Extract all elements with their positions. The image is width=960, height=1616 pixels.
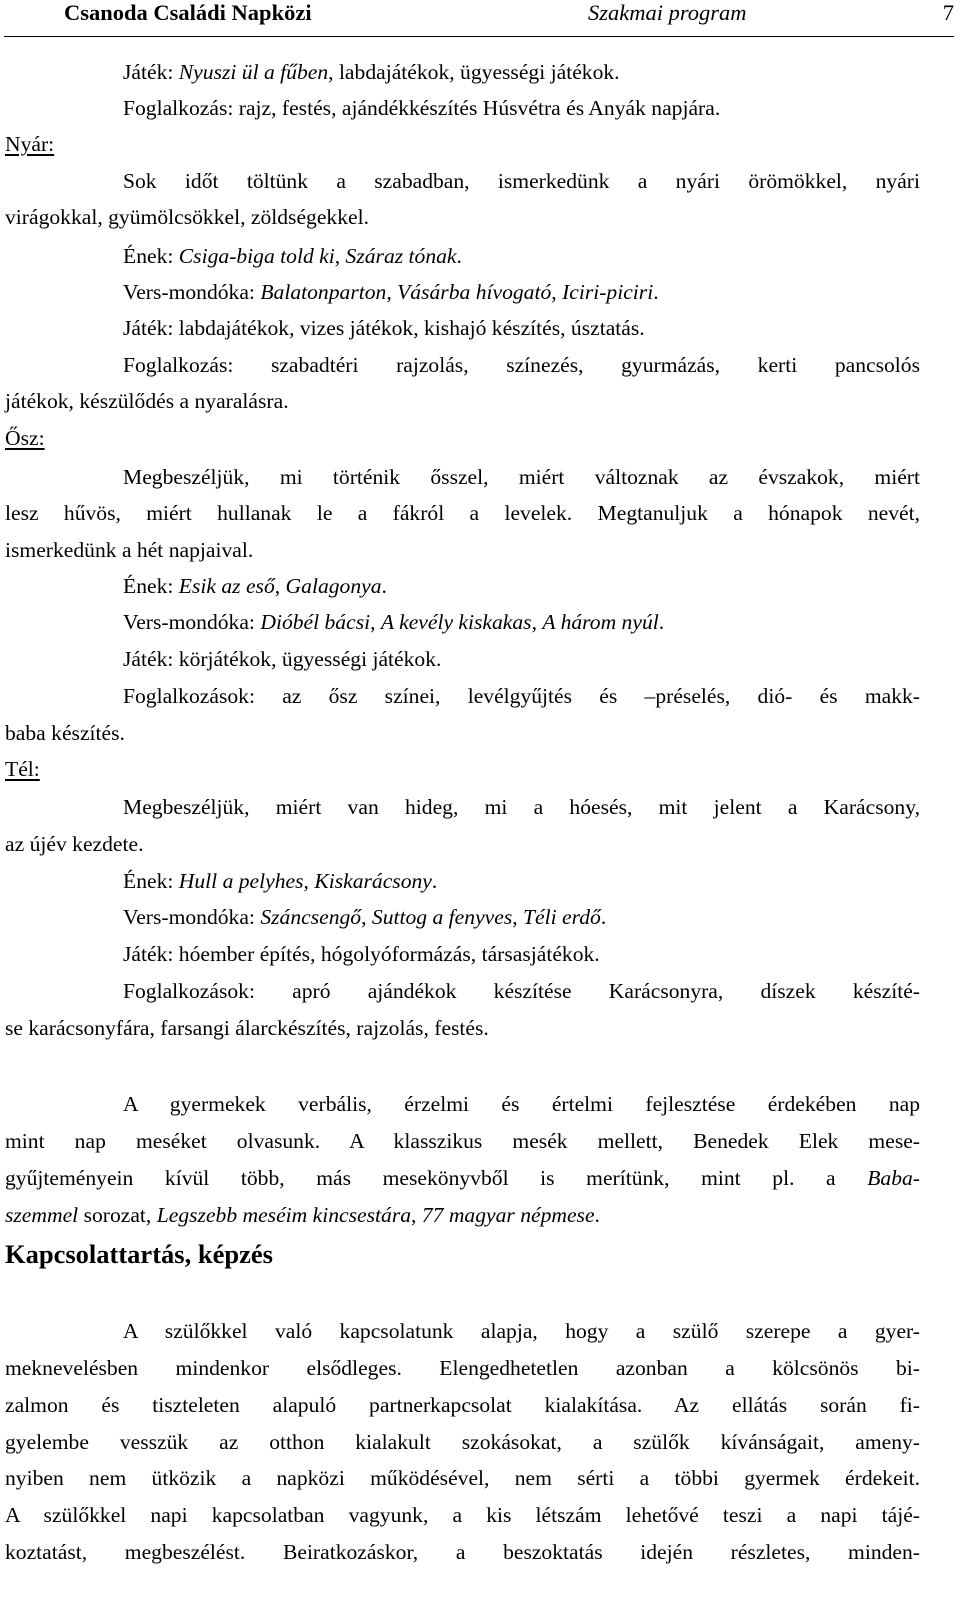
- autumn-activity-line-2: baba készítés.: [5, 721, 125, 745]
- autumn-intro-line-3: ismerkedünk a hét napjaival.: [5, 538, 254, 562]
- contact-line-6: A szülőkkel napi kapcsolatban vagyunk, a kis létszám lehetővé teszi a napi tájé-: [5, 1503, 920, 1527]
- autumn-intro-line-1: Megbeszéljük, mi történik ősszel, miért változnak az évszakok, miért: [123, 465, 920, 489]
- autumn-intro-line-2: lesz hűvös, miért hullanak le a fákról a levelek. Megtanuljuk a hónapok nevét,: [5, 501, 920, 525]
- tales-line-4: szemmel sorozat, Legszebb meséim kincsestára, 77 magyar népmese.: [5, 1203, 600, 1227]
- header-school-name: Csanoda Családi Napközi: [64, 0, 312, 25]
- spring-game-line: Játék: Nyuszi ül a fűben, labdajátékok, ügyességi játékok.: [123, 60, 620, 84]
- winter-intro-line-2: az újév kezdete.: [5, 832, 144, 856]
- summer-song-line: Ének: Csiga-biga told ki, Száraz tónak.: [123, 244, 462, 268]
- winter-intro-line-1: Megbeszéljük, miért van hideg, mi a hóesés, mit jelent a Karácsony,: [123, 795, 920, 819]
- contact-line-5: nyiben nem ütközik a napközi működésével, nem sérti a többi gyermek érdekeit.: [5, 1466, 920, 1490]
- contact-line-3: zalmon és tiszteleten alapuló partnerkapcsolat kialakítása. Az ellátás során fi-: [5, 1393, 920, 1417]
- summer-rhyme-line: Vers-mondóka: Balatonparton, Vásárba hívogató, Iciri-piciri.: [123, 280, 659, 304]
- autumn-label: Ősz:: [5, 426, 45, 450]
- tales-line-2: mint nap meséket olvasunk. A klasszikus mesék mellett, Benedek Elek mese-: [5, 1129, 920, 1153]
- contact-line-7: koztatást, megbeszélést. Beiratkozáskor, a beszoktatás idején részletes, minden-: [5, 1540, 920, 1564]
- contact-line-1: A szülőkkel való kapcsolatunk alapja, hogy a szülő szerepe a gyer-: [123, 1319, 920, 1343]
- summer-activity-line-2: játékok, készülődés a nyaralásra.: [5, 389, 289, 413]
- contact-line-4: gyelembe vesszük az otthon kialakult szokásokat, a szülők kívánságait, ameny-: [5, 1430, 920, 1454]
- header-page-number: 7: [942, 0, 954, 25]
- winter-song-line: Ének: Hull a pelyhes, Kiskarácsony.: [123, 869, 438, 893]
- spring-activity-line: Foglalkozás: rajz, festés, ajándékkészítés Húsvétra és Anyák napjára.: [123, 96, 721, 120]
- header-section-title: Szakmai program: [588, 0, 747, 25]
- winter-label: Tél:: [5, 757, 40, 781]
- winter-rhyme-line: Vers-mondóka: Száncsengő, Suttog a fenyves, Téli erdő.: [123, 905, 607, 929]
- summer-game-line: Játék: labdajátékok, vizes játékok, kishajó készítés, úsztatás.: [123, 316, 645, 340]
- autumn-rhyme-line: Vers-mondóka: Dióbél bácsi, A kevély kiskakas, A három nyúl.: [123, 610, 665, 634]
- section-heading: Kapcsolattartás, képzés: [5, 1239, 273, 1269]
- tales-line-1: A gyermekek verbális, érzelmi és értelmi fejlesztése érdekében nap: [123, 1092, 920, 1116]
- summer-label: Nyár:: [5, 132, 55, 156]
- winter-game-line: Játék: hóember építés, hógolyóformázás, társasjátékok.: [123, 942, 600, 966]
- contact-line-2: meknevelésben mindenkor elsődleges. Elengedhetetlen azonban a kölcsönös bi-: [5, 1356, 920, 1380]
- summer-intro-line-2: virágokkal, gyümölcsökkel, zöldségekkel.: [5, 205, 370, 229]
- summer-activity-line-1: Foglalkozás: szabadtéri rajzolás, színezés, gyurmázás, kerti pancsolós: [123, 353, 920, 377]
- tales-line-3: gyűjteményein kívül több, más mesekönyvből is merítünk, mint pl. a Baba-: [5, 1166, 920, 1190]
- autumn-song-line: Ének: Esik az eső, Galagonya.: [123, 574, 387, 598]
- winter-activity-line-1: Foglalkozások: apró ajándékok készítése Karácsonyra, díszek készíté-: [123, 979, 920, 1003]
- winter-activity-line-2: se karácsonyfára, farsangi álarckészítés, rajzolás, festés.: [5, 1016, 489, 1040]
- game-title: Nyuszi ül a fűben: [178, 60, 329, 84]
- autumn-game-line: Játék: körjátékok, ügyességi játékok.: [123, 647, 442, 671]
- autumn-activity-line-1: Foglalkozások: az ősz színei, levélgyűjtés és –préselés, dió- és makk-: [123, 684, 920, 708]
- summer-intro-line-1: Sok időt töltünk a szabadban, ismerkedünk a nyári örömökkel, nyári: [123, 169, 920, 193]
